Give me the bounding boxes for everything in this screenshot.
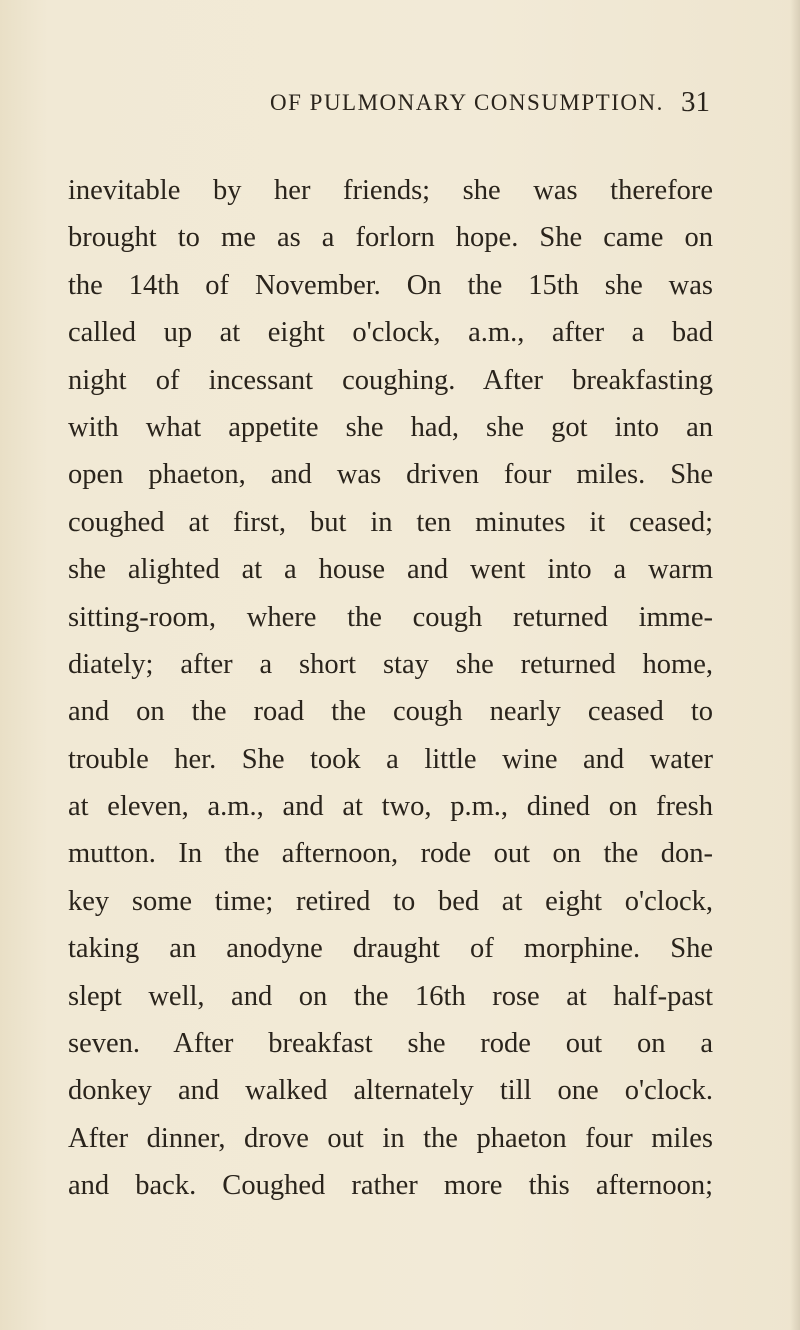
text-line: taking an anodyne draught of morphine. She [68, 933, 713, 965]
text-line: donkey and walked alternately till one o'clock. [68, 1075, 713, 1107]
text-line: open phaeton, and was driven four miles. She [68, 459, 713, 491]
text-line: the 14th of November. On the 15th she was [68, 269, 713, 301]
text-line: diately; after a short stay she returned home, [68, 648, 713, 680]
text-line: mutton. In the afternoon, rode out on the don- [68, 838, 713, 870]
text-line: at eleven, a.m., and at two, p.m., dined on fresh [68, 791, 713, 823]
text-line: night of incessant coughing. After breakfasting [68, 364, 713, 396]
text-line: inevitable by her friends; she was therefore [68, 175, 713, 206]
text-line: and on the road the cough nearly ceased to [68, 696, 713, 728]
text-line: with what appetite she had, she got into an [68, 411, 713, 443]
page-header [110, 86, 710, 130]
body-text [68, 167, 713, 1210]
text-line: trouble her. She took a little wine and water [68, 743, 713, 775]
text-line: brought to me as a forlorn hope. She came on [68, 222, 713, 254]
text-line: slept well, and on the 16th rose at half-past [68, 980, 713, 1012]
page-edge-shadow [790, 0, 800, 1330]
text-line: key some time; retired to bed at eight o'clock, [68, 885, 713, 917]
text-line: coughed at first, but in ten minutes it ceased; [68, 506, 713, 538]
text-line: seven. After breakfast she rode out on a [68, 1028, 713, 1060]
text-line: she alighted at a house and went into a warm [68, 554, 713, 586]
text-line: called up at eight o'clock, a.m., after a bad [68, 317, 713, 349]
text-line: sitting-room, where the cough returned imme- [68, 601, 713, 633]
text-line: and back. Coughed rather more this afternoon; [68, 1170, 713, 1202]
page-number: 31 [681, 86, 710, 118]
text-line: After dinner, drove out in the phaeton four miles [68, 1122, 713, 1154]
running-head: OF PULMONARY CONSUMPTION. [270, 90, 664, 115]
